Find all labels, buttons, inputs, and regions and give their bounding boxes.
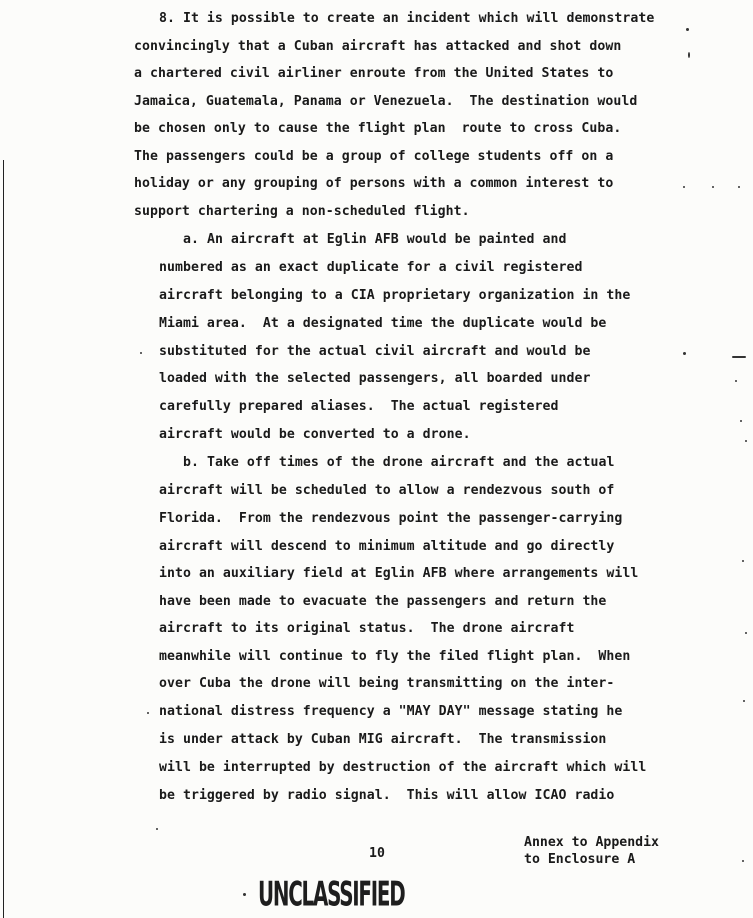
subparagraph-a-line-3: aircraft belonging to a CIA proprietary organization in the: [159, 288, 631, 303]
subparagraph-b-line-6: have been made to evacuate the passengers and return the: [159, 594, 607, 609]
subparagraph-b-line-8: meanwhile will continue to fly the filed flight plan. When: [159, 649, 631, 664]
paragraph-8-line-7: holiday or any grouping of persons with a common interest to: [134, 176, 614, 191]
scan-speck: [683, 352, 686, 355]
scan-speck: [738, 186, 740, 188]
subparagraph-b-line-11: is under attack by Cuban MIG aircraft. The transmission: [159, 732, 607, 747]
annex-line-2: to Enclosure A: [524, 852, 636, 867]
subparagraph-a-line-6: loaded with the selected passengers, all boarded under: [159, 371, 591, 386]
scan-speck: [688, 52, 690, 58]
subparagraph-b-line-13: be triggered by radio signal. This will allow ICAO radio: [159, 788, 615, 803]
scan-edge-line: [3, 160, 4, 918]
page-number: 10: [369, 846, 385, 861]
subparagraph-b-line-10: national distress frequency a "MAY DAY" message stating he: [159, 704, 623, 719]
subparagraph-a-line-5: substituted for the actual civil aircraft and would be: [159, 344, 591, 359]
classification-stamp: UNCLASSIFIED: [258, 874, 405, 914]
scan-speck: [712, 186, 714, 188]
scan-speck: [742, 560, 744, 562]
paragraph-8-line-1: 8. It is possible to create an incident which will demonstrate: [159, 11, 655, 26]
subparagraph-b-line-1: b. Take off times of the drone aircraft and the actual: [183, 455, 615, 470]
scan-speck: [745, 632, 747, 634]
paragraph-8-line-5: be chosen only to cause the flight plan route to cross Cuba.: [134, 121, 622, 136]
paragraph-8-line-6: The passengers could be a group of college students off on a: [134, 149, 614, 164]
scan-speck: [147, 712, 149, 714]
scan-speck: [735, 380, 737, 382]
paragraph-8-line-8: support chartering a non-scheduled flight.: [134, 204, 470, 219]
annex-reference: [524, 834, 659, 868]
scan-speck: [683, 186, 685, 188]
subparagraph-b-line-2: aircraft will be scheduled to allow a rendezvous south of: [159, 483, 615, 498]
subparagraph-a-line-2: numbered as an exact duplicate for a civil registered: [159, 260, 583, 275]
subparagraph-b-line-9: over Cuba the drone will being transmitting on the inter-: [159, 676, 615, 691]
paragraph-8-line-2: convincingly that a Cuban aircraft has attacked and shot down: [134, 39, 622, 54]
scan-speck: [140, 352, 142, 354]
subparagraph-a-line-7: carefully prepared aliases. The actual registered: [159, 399, 559, 414]
scan-speck: [686, 28, 689, 31]
subparagraph-b-line-3: Florida. From the rendezvous point the passenger-carrying: [159, 511, 623, 526]
subparagraph-b-line-7: aircraft to its original status. The drone aircraft: [159, 621, 575, 636]
subparagraph-a-line-8: aircraft would be converted to a drone.: [159, 427, 471, 442]
scan-speck: [740, 420, 742, 422]
subparagraph-b-line-12: will be interrupted by destruction of the aircraft which will: [159, 760, 647, 775]
subparagraph-b-line-5: into an auxiliary field at Eglin AFB where arrangements will: [159, 566, 639, 581]
paragraph-8-line-3: a chartered civil airliner enroute from the United States to: [134, 66, 614, 81]
scan-speck: [745, 440, 747, 442]
annex-line-1: Annex to Appendix: [524, 835, 659, 850]
scan-speck: [156, 828, 158, 830]
scan-speck: [743, 700, 745, 702]
scan-speck: [243, 893, 246, 896]
subparagraph-a-line-1: a. An aircraft at Eglin AFB would be painted and: [183, 232, 567, 247]
paragraph-8-line-4: Jamaica, Guatemala, Panama or Venezuela. The destination would: [134, 94, 638, 109]
subparagraph-a-line-4: Miami area. At a designated time the duplicate would be: [159, 316, 607, 331]
scan-speck: [742, 860, 744, 862]
subparagraph-b-line-4: aircraft will descend to minimum altitude and go directly: [159, 539, 615, 554]
scan-speck: [732, 356, 746, 358]
